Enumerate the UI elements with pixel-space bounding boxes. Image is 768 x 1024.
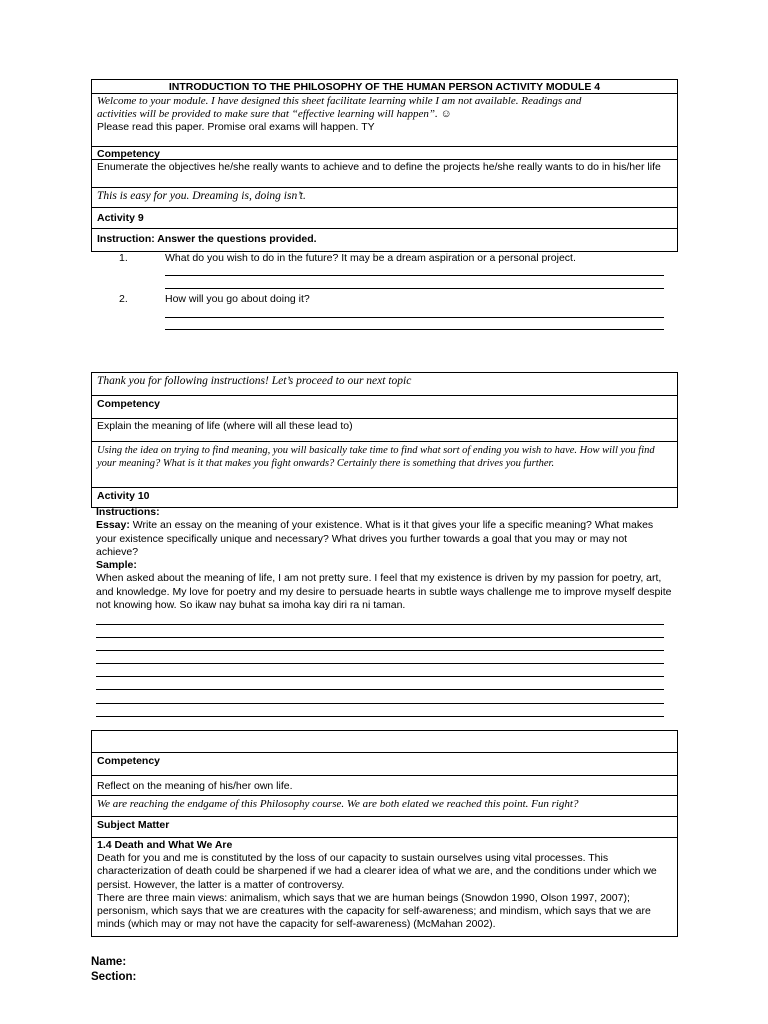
endgame-note: We are reaching the endgame of this Philosophy course. We are both elated we reached this point. Fun right? — [92, 796, 677, 817]
essay-line[interactable] — [96, 716, 664, 717]
essay-prompt — [96, 519, 672, 559]
section-title: 1.4 Death and What We Are — [97, 839, 233, 851]
welcome-line-3: Please read this paper. Promise oral exams will happen. TY — [97, 121, 375, 133]
competency-text-3: Reflect on the meaning of his/her own life. — [92, 776, 677, 796]
essay-line[interactable] — [96, 624, 664, 625]
motto: This is easy for you. Dreaming is, doing isn’t. — [92, 188, 677, 208]
competency-text-1: Enumerate the objectives he/she really wants to achieve and to define the projects he/she really wants to do in his/her life — [92, 160, 677, 188]
answer-line[interactable] — [165, 288, 664, 289]
subject-matter-content — [92, 838, 677, 936]
activity-9-heading: Activity 9 — [92, 208, 677, 229]
question-2-number: 2. — [119, 293, 128, 305]
module-intro-box — [91, 79, 678, 252]
answer-line[interactable] — [165, 317, 664, 318]
question-1-number: 1. — [119, 252, 128, 264]
sample-label: Sample: — [96, 559, 137, 572]
guide-text: Using the idea on trying to find meaning, you will basically take time to find what sort of ending you wish to have. How will you find your meaning? What is it that makes you fight onwards? Certainly there is something that drives you further. — [92, 442, 677, 488]
death-topic-box — [91, 730, 678, 937]
module-title: INTRODUCTION TO THE PHILOSOPHY OF THE HUMAN PERSON ACTIVITY MODULE 4 — [92, 80, 677, 94]
paragraph-2: There are three main views: animalism, which says that we are human beings (Snowdon 1990, Olson 1997, 2007); personism, which says that we are creatures with the capacity for self-awareness; and mindism, which says that we are minds (which may or may not have the capacity for self-awareness) (McMahan 2002). — [97, 891, 651, 931]
welcome-line-1: Welcome to your module. I have designed this sheet facilitate learning while I am not available. Readings and — [97, 95, 582, 107]
competency-text-2: Explain the meaning of life (where will all these lead to) — [92, 419, 677, 442]
thanks-note: Thank you for following instructions! Let’s proceed to our next topic — [92, 373, 677, 396]
essay-prompt-text: Write an essay on the meaning of your existence. What is it that gives your life a specific meaning? What makes your existence specifically unique and necessary? What drives you further towards a goal that you may or may not achieve? — [96, 519, 654, 558]
instruction-9: Instruction: Answer the questions provided. — [97, 233, 317, 245]
competency-heading-3: Competency — [92, 753, 677, 776]
essay-line[interactable] — [96, 703, 664, 704]
competency-heading-1: Competency — [92, 147, 677, 160]
answer-line[interactable] — [165, 275, 664, 276]
essay-line[interactable] — [96, 676, 664, 677]
essay-line[interactable] — [96, 650, 664, 651]
essay-label: Essay: — [96, 519, 130, 532]
question-1-text: What do you wish to do in the future? It may be a dream aspiration or a personal project. — [165, 252, 576, 264]
competency-heading-2: Competency — [92, 396, 677, 419]
meaning-of-life-box — [91, 372, 678, 508]
paragraph-1: Death for you and me is constituted by the loss of our capacity to sustain ourselves using vital processes. This characterization of death could be sharpened if we had a clearer idea of what we are, and the conditions under which we persist. However, the latter is a matter of controversy. — [97, 852, 657, 891]
essay-line[interactable] — [96, 663, 664, 664]
essay-line[interactable] — [96, 637, 664, 638]
activity-10-heading: Activity 10 — [97, 490, 150, 502]
subject-matter-heading: Subject Matter — [92, 817, 677, 838]
blank-header-row — [92, 731, 677, 753]
question-2-text: How will you go about doing it? — [165, 293, 310, 305]
essay-line[interactable] — [96, 689, 664, 690]
instructions-label: Instructions: — [96, 506, 160, 518]
essay-instructions — [96, 506, 672, 612]
name-label: Name: — [91, 956, 127, 968]
welcome-line-2: activities will be provided to make sure that “effective learning will happen”. ☺ — [97, 108, 452, 120]
section-label: Section: — [91, 971, 137, 983]
sample-text: When asked about the meaning of life, I am not pretty sure. I feel that my existence is driven by my passion for poetry, art, and knowledge. My love for poetry and my desire to persuade hearts in subtle ways challenge me to improve myself despite not knowing how. So ikaw nay buhat sa imoha kay diri ra ni taman. — [96, 572, 672, 612]
welcome-section — [92, 94, 677, 147]
answer-line[interactable] — [165, 329, 664, 330]
